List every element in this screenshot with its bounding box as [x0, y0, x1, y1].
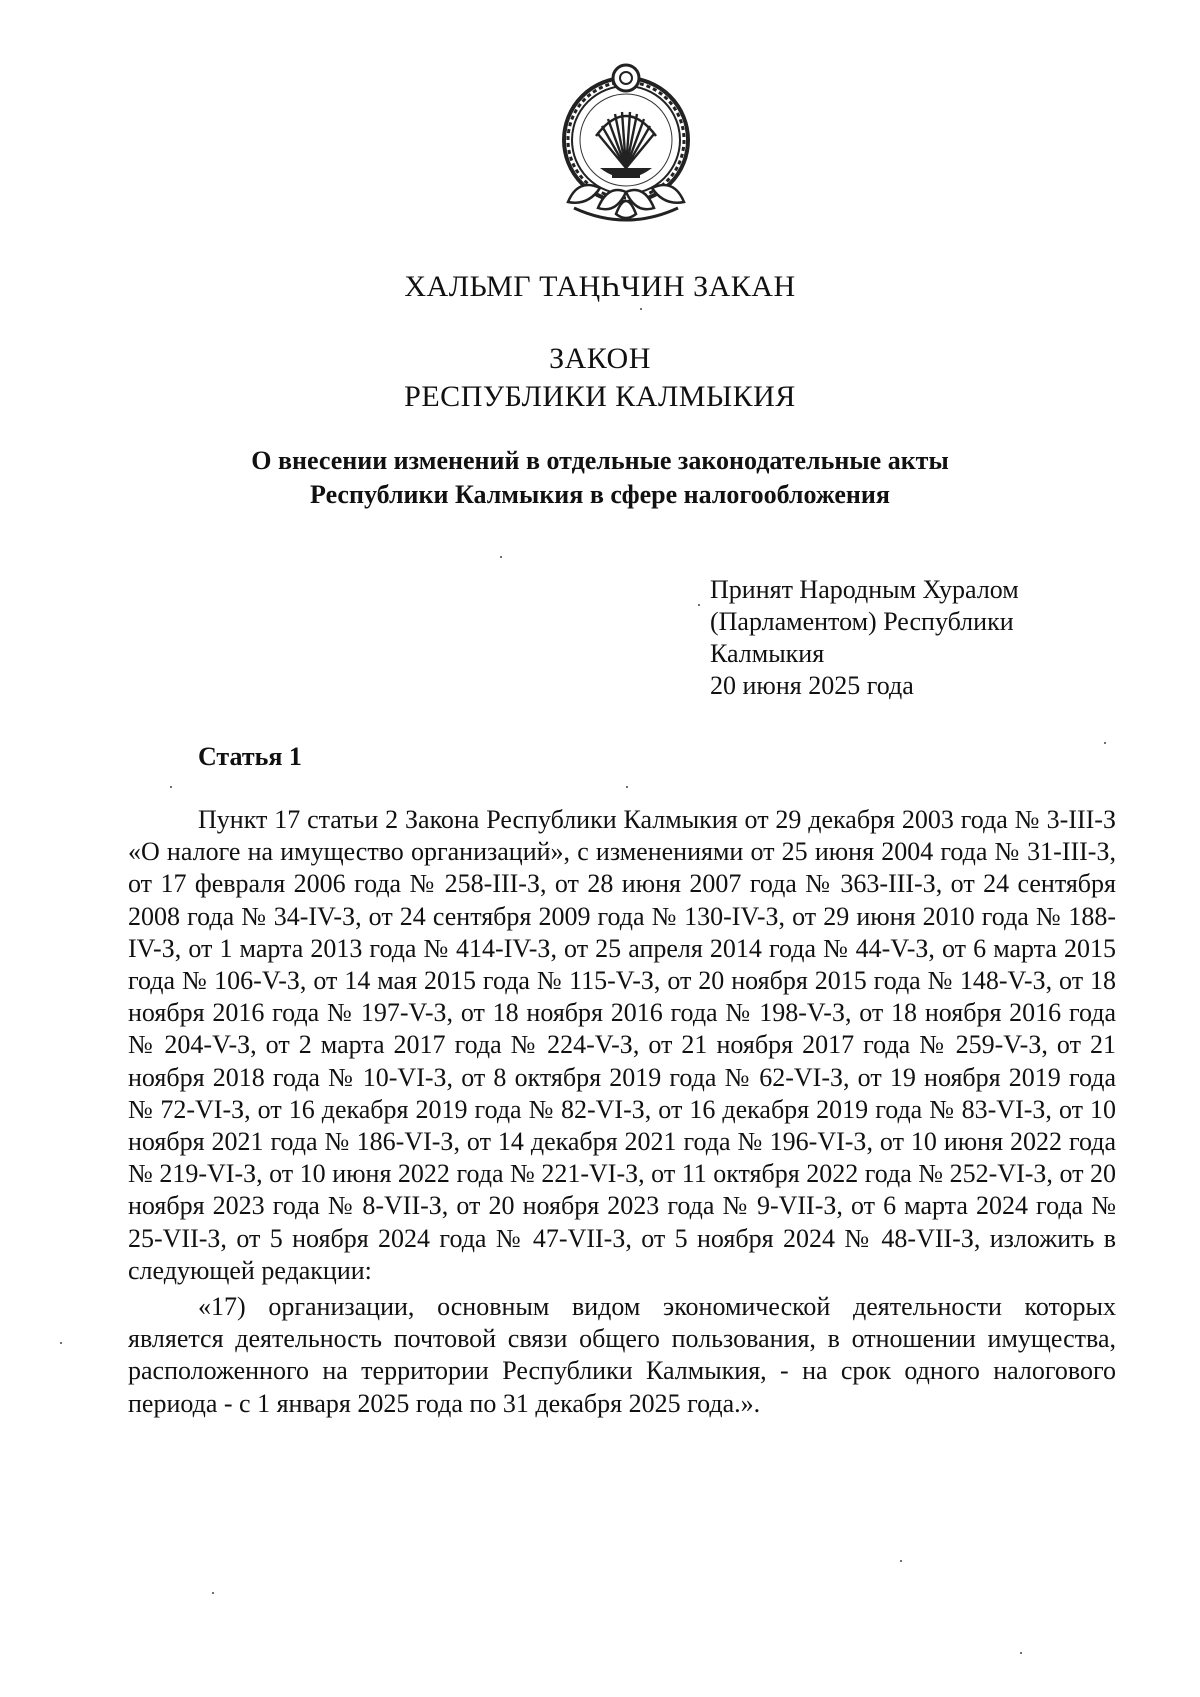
adoption-line3: Калмыкия — [710, 639, 825, 668]
adoption-note — [710, 574, 1019, 702]
law-title — [0, 340, 1200, 416]
article-heading: Статья 1 — [198, 742, 302, 771]
scan-speck — [1020, 1652, 1022, 1654]
law-subject-line2: Республики Калмыкия в сфере налогообложения — [310, 480, 890, 509]
kalmykia-coat-of-arms-icon — [538, 56, 714, 232]
law-title-line2: РЕСПУБЛИКИ КАЛМЫКИЯ — [404, 380, 796, 413]
adoption-date: 20 июня 2025 года — [710, 671, 914, 700]
article-paragraph: Пункт 17 статьи 2 Закона Республики Калмыкия от 29 декабря 2003 года № 3-III-З «О налоге на имущество организаций», с изменениями от 25 июня 2004 года № 31-III-З, от 17 февраля 2006 года № 258-III-З, от 28 июня 2007 года № 363-III-З, от 24 сентября 2008 года № 34-IV-З, от 24 сентября 2009 года № 130-IV-З, от 29 июня 2010 года № 188-IV-З, от 1 марта 2013 года № 414-IV-З, от 25 апреля 2014 года № 44-V-З, от 6 марта 2015 года № 106-V-З, от 14 мая 2015 года № 115-V-З, от 20 ноября 2015 года № 148-V-З, от 18 ноября 2016 года № 197-V-З, от 18 ноября 2016 года № 198-V-З, от 18 ноября 2016 года № 204-V-З, от 2 марта 2017 года № 224-V-З, от 21 ноября 2017 года № 259-V-З, от 21 ноября 2018 года № 10-VI-З, от 8 октября 2019 года № 62-VI-З, от 19 ноября 2019 года № 72-VI-З, от 16 декабря 2019 года № 82-VI-З, от 16 декабря 2019 года № 83-VI-З, от 10 ноября 2021 года № 186-VI-З, от 14 декабря 2021 года № 196-VI-З, от 10 июня 2022 года № 219-VI-З, от 10 июня 2022 года № 221-VI-З, от 11 октября 2022 года № 252-VI-З, от 20 ноября 2023 года № 8-VII-З, от 20 ноября 2023 года № 9-VII-З, от 6 марта 2024 года № 25-VII-З, от 5 ноября 2024 года № 47-VII-З, от 5 ноября 2024 № 48-VII-З, изложить в следующей редакции: — [128, 805, 1116, 1285]
scan-speck — [900, 1560, 902, 1562]
scan-speck — [1104, 742, 1106, 744]
scan-speck — [60, 1342, 62, 1344]
article-body — [128, 804, 1116, 1420]
scan-speck — [170, 786, 172, 788]
scan-speck — [500, 556, 502, 558]
title-kalmyk: ХАЛЬМГ ТАҢҺЧИН ЗАКАН — [404, 270, 796, 303]
scan-speck — [698, 604, 700, 606]
scan-speck — [626, 786, 628, 788]
scan-speck — [212, 1592, 214, 1594]
scan-speck — [640, 308, 642, 310]
law-subject-line1: О внесении изменений в отдельные законодательные акты — [251, 446, 949, 475]
law-subject — [0, 444, 1200, 512]
adoption-line1: Принят Народным Хуралом — [710, 575, 1019, 604]
adoption-line2: (Парламентом) Республики — [710, 607, 1014, 636]
law-title-line1: ЗАКОН — [549, 342, 651, 375]
article-paragraph-amendment: «17) организации, основным видом экономической деятельности которых является деятельность почтовой связи общего пользования, в отношении имущества, расположенного на территории Республики Калмыкия, - на срок одного налогового периода - с 1 января 2025 года по 31 декабря 2025 года.». — [128, 1292, 1116, 1418]
